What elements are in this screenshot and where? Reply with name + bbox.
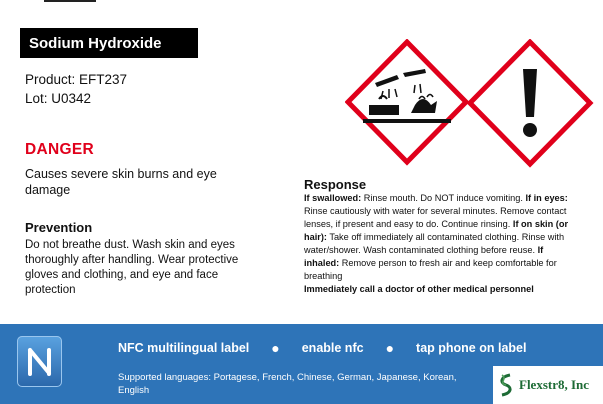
brand-logo <box>493 366 603 404</box>
if-in-eyes-text: Rinse cautiously with water for several minutes. Remove contact lenses, if present and easy to do. Continue rinsing. <box>304 206 567 229</box>
if-on-skin-text: Take off immediately all contaminated clothing. Rinse with water/shower. Wash contaminated clothing before reuse. <box>304 232 565 255</box>
brand-name: Flexstr8, Inc <box>519 377 590 392</box>
response-final-line: Immediately call a doctor of other medical personnel <box>304 284 534 294</box>
nfc-icon[interactable] <box>17 336 62 387</box>
if-swallowed-label: If swallowed: <box>304 193 362 203</box>
ghs-pictograms <box>345 39 595 169</box>
top-rule <box>44 0 96 2</box>
product-code: Product: EFT237 <box>25 72 128 87</box>
if-inhaled-text: Remove person to fresh air and keep comfortable for breathing <box>304 258 557 281</box>
if-on-skin-label: If on skin (or hair): <box>304 219 569 242</box>
supported-languages: Supported languages: Portagese, French, Chinese, German, Japanese, Korean, English <box>118 372 457 396</box>
feature-enable-nfc: enable nfc <box>301 341 364 355</box>
product-name-text: Sodium Hydroxide <box>29 34 162 52</box>
feature-multilingual-label: NFC multilingual label <box>118 341 250 355</box>
prevention-text: Do not breathe dust. Wash skin and eyes thoroughly after handling. Wear protective gloves and clothing, and eye and face protection <box>25 239 239 296</box>
nfc-features <box>118 340 526 356</box>
if-in-eyes-label: If in eyes: <box>525 193 568 203</box>
flexstr8-logo-icon <box>496 373 516 397</box>
response-text <box>304 192 576 296</box>
if-inhaled-label: If inhaled: <box>304 245 544 268</box>
feature-tap-phone: tap phone on label <box>416 341 527 355</box>
product-name <box>20 28 198 58</box>
nfc-n-icon <box>17 336 62 387</box>
signal-word: DANGER <box>25 141 94 158</box>
bullet-separator: ● <box>385 340 395 356</box>
hazard-statement: Causes severe skin burns and eye damage <box>25 167 217 197</box>
bullet-separator: ● <box>271 340 280 356</box>
exclamation-mark-pictogram-icon <box>470 42 590 164</box>
prevention-title: Prevention <box>25 220 93 235</box>
response-title: Response <box>304 177 367 192</box>
lot-number: Lot: U0342 <box>25 91 92 106</box>
nfc-footer-banner <box>0 324 603 404</box>
corrosion-pictogram-icon <box>348 42 466 162</box>
if-swallowed-text: Rinse mouth. Do NOT induce vomiting. <box>361 193 526 203</box>
product-identifiers <box>25 70 127 108</box>
